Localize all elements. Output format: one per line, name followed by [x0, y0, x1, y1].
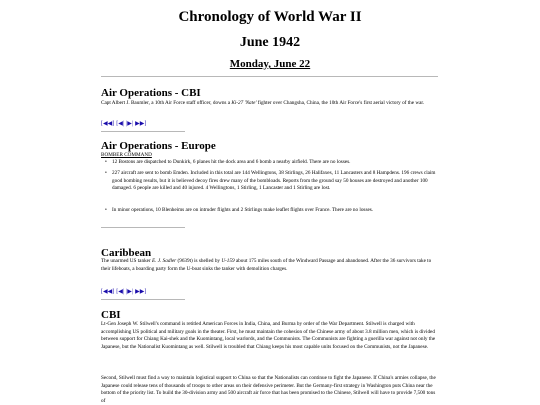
bullet-icon: •	[105, 170, 107, 176]
section-text-caribbean	[101, 258, 438, 273]
nav-links	[101, 288, 146, 295]
nav-next-link[interactable]: |▶|	[126, 121, 134, 127]
text-run: about 175 miles south of the Windward Passage and abandoned. After the 36 survivors take to their lifeboats, a boarding party form the U-boat sinks the tanker with demolition charges.	[101, 258, 432, 272]
bullet-icon: •	[105, 207, 107, 213]
nav-next-link[interactable]: |▶|	[126, 289, 134, 295]
page-title: Chronology of World War II	[178, 9, 362, 25]
bullet-text: 227 aircraft are sent to bomb Emden. Included in this total are 144 Wellingtons, 38 Stirlings, 26 Halifaxes, 11 Lancasters and 8 Hampdens. 196 crews claim good bombing results, but it is believed decoy fires drew many of the bombloads. Reports from the ground say 50 houses are destroyed and another 100 damaged. 6 people are killed and 40 injured. 4 Wellingtons, 1 Stirling, 1 Lancaster and 1 Stirling are lost.	[112, 170, 436, 192]
nav-links	[101, 120, 146, 127]
section-heading-caribbean: Caribbean	[101, 247, 152, 259]
text-run: (9639t) is shelled by	[176, 258, 222, 264]
section-divider	[101, 131, 185, 132]
section-divider	[101, 227, 185, 228]
bullet-text: In minor operations, 10 Blenheims are on intruder flights and 2 Stirlings make leaflet flights over France. There are no losses.	[112, 207, 374, 213]
nav-first-link[interactable]: [◀◀]	[101, 121, 115, 127]
bullet-item	[101, 170, 438, 193]
section-text-cbi-2: Second, Stilwell must find a way to maintain logistical support to China so that the Nationalists can continue to fight the Japanese. If China's armies collapse, the Japanese could release tens of thousands of troops to other areas on their defensive perimeter. But the Germany-first strategy in Washington puts China near the bottom of the priority list. To build the 30-division army and 500 aircraft air force that has been promised to the Chinese, Stilwell will have to provide 7,500 tons of	[101, 375, 436, 404]
nav-prev-link[interactable]: [◀|	[116, 289, 125, 295]
bullet-text: 12 Bostons are dispatched to Dunkirk, 6 planes hit the dock area and 6 bomb a nearby airfield. There are no losses.	[112, 159, 351, 165]
date-heading: Monday, June 22	[229, 58, 311, 70]
nav-first-link[interactable]: [◀◀]	[101, 289, 115, 295]
text-run: Capt Albert J. Baumler, a 10th Air Force staff officer, downs a	[101, 100, 232, 106]
section-text-cbi: Lt-Gen Joseph W. Stilwell's command is retitled American Forces in India, China, and Burma by order of the War Department. Stilwell is charged with accomplishing US political and military goals in the theater. First, he must maintain the cohesion of the Chinese army of about 3.8 million men, which is divided between support for Chiang Kai-shek and the Kuomintang, local warlords, and the Communists. The Communists are fighting a guerilla war against not only the Japanese, but the Nationalist Kuomintang as well. Stilwell is troubled that Chiang keeps his most capable units focused on the Communists, not the Japanese.	[101, 321, 436, 350]
bullet-item	[101, 207, 438, 215]
nav-last-link[interactable]: ▶▶]	[135, 289, 147, 295]
text-run: The unarmed US tanker	[101, 258, 152, 264]
month-heading: June 1942	[239, 35, 301, 50]
bullet-item	[101, 159, 438, 167]
divider	[101, 76, 438, 77]
section-heading-europe-air: Air Operations - Europe	[101, 140, 216, 152]
bullet-icon: •	[105, 159, 107, 165]
section-heading-cbi: CBI	[101, 309, 121, 321]
text-run-italic: E. J. Sadler	[152, 258, 177, 264]
text-run-italic: U-159	[221, 258, 235, 264]
section-text-cbi-air	[101, 100, 438, 108]
subheading-bomber-command: BOMBER COMMAND	[101, 152, 152, 158]
text-run-italic: Ki-27 'Nate'	[231, 100, 257, 106]
nav-prev-link[interactable]: [◀|	[116, 121, 125, 127]
section-heading-cbi-air: Air Operations - CBI	[101, 87, 201, 99]
section-divider	[101, 299, 185, 300]
nav-last-link[interactable]: ▶▶]	[135, 121, 147, 127]
text-run: fighter over Changsha, China, the 10th Air Force's first aerial victory of the war.	[256, 100, 425, 106]
